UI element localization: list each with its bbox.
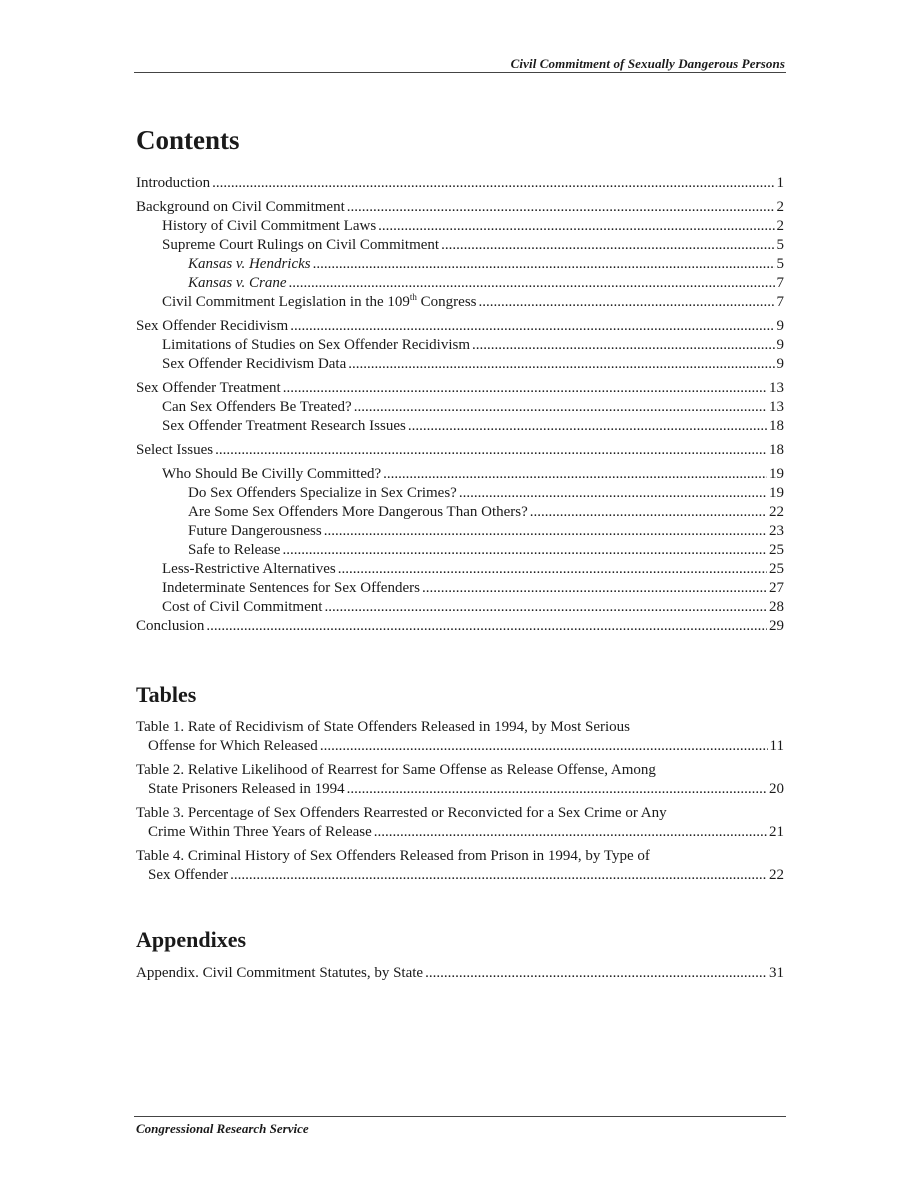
toc-entry-history[interactable]: History of Civil Commitment Laws ..... 2 (136, 217, 784, 236)
tables-list (136, 718, 784, 885)
table-entry-3[interactable]: Table 3. Percentage of Sex Offenders Rearrested or Reconvicted for a Sex Crime or Any Crime Within Three Years of Release ..... 21 (136, 804, 784, 842)
table-entry-4[interactable]: Table 4. Criminal History of Sex Offenders Released from Prison in 1994, by Type of Sex Offender ..... 22 (136, 847, 784, 885)
toc-entry-specialize[interactable]: Do Sex Offenders Specialize in Sex Crimes? ..... 19 (136, 484, 784, 503)
toc-entry-conclusion[interactable]: Conclusion ..... 29 (136, 617, 784, 636)
contents-list (136, 174, 784, 636)
toc-entry-introduction[interactable]: Introduction ..... 1 (136, 174, 784, 193)
table-entry-2[interactable]: Table 2. Relative Likelihood of Rearrest for Same Offense as Release Offense, Among State Prisoners Released in 1994 ..... 20 (136, 761, 784, 799)
tables-title: Tables (136, 682, 197, 707)
toc-entry-more-dangerous[interactable]: Are Some Sex Offenders More Dangerous Than Others? ..... 22 (136, 503, 784, 522)
header-rule (134, 72, 786, 73)
toc-entry-less-restrictive[interactable]: Less-Restrictive Alternatives ..... 25 (136, 560, 784, 579)
toc-entry-can-treated[interactable]: Can Sex Offenders Be Treated? ..... 13 (136, 398, 784, 417)
toc-entry-future[interactable]: Future Dangerousness ..... 23 (136, 522, 784, 541)
toc-entry-hendricks[interactable]: Kansas v. Hendricks ..... 5 (136, 255, 784, 274)
toc-entry-indeterminate[interactable]: Indeterminate Sentences for Sex Offenders ..... 27 (136, 579, 784, 598)
footer-rule (134, 1116, 786, 1117)
toc-entry-legislation[interactable]: Civil Commitment Legislation in the 109th Congress ..... 7 (136, 293, 784, 312)
table-entry-1[interactable]: Table 1. Rate of Recidivism of State Offenders Released in 1994, by Most Serious Offense for Which Released ..... 11 (136, 718, 784, 756)
page-content (136, 120, 784, 983)
toc-entry-treatment[interactable]: Sex Offender Treatment ..... 13 (136, 379, 784, 398)
toc-entry-research-issues[interactable]: Sex Offender Treatment Research Issues ..... 18 (136, 417, 784, 436)
toc-entry-supreme-court[interactable]: Supreme Court Rulings on Civil Commitment ..... 5 (136, 236, 784, 255)
toc-entry-cost[interactable]: Cost of Civil Commitment ..... 28 (136, 598, 784, 617)
toc-entry-background[interactable]: Background on Civil Commitment ..... 2 (136, 198, 784, 217)
toc-entry-recidivism[interactable]: Sex Offender Recidivism ..... 9 (136, 317, 784, 336)
appendix-entry[interactable]: Appendix. Civil Commitment Statutes, by State ..... 31 (136, 964, 784, 983)
running-header: Civil Commitment of Sexually Dangerous Persons (510, 56, 785, 71)
footer-text: Congressional Research Service (136, 1121, 309, 1136)
toc-entry-limitations[interactable]: Limitations of Studies on Sex Offender Recidivism ..... 9 (136, 336, 784, 355)
toc-entry-safe[interactable]: Safe to Release ..... 25 (136, 541, 784, 560)
toc-entry-who-committed[interactable]: Who Should Be Civilly Committed? ..... 19 (136, 465, 784, 484)
contents-title: Contents (136, 125, 240, 155)
toc-entry-crane[interactable]: Kansas v. Crane ..... 7 (136, 274, 784, 293)
toc-entry-recidivism-data[interactable]: Sex Offender Recidivism Data ..... 9 (136, 355, 784, 374)
appendixes-list (136, 964, 784, 983)
toc-entry-select-issues[interactable]: Select Issues ..... 18 (136, 441, 784, 460)
appendixes-title: Appendixes (136, 927, 247, 952)
